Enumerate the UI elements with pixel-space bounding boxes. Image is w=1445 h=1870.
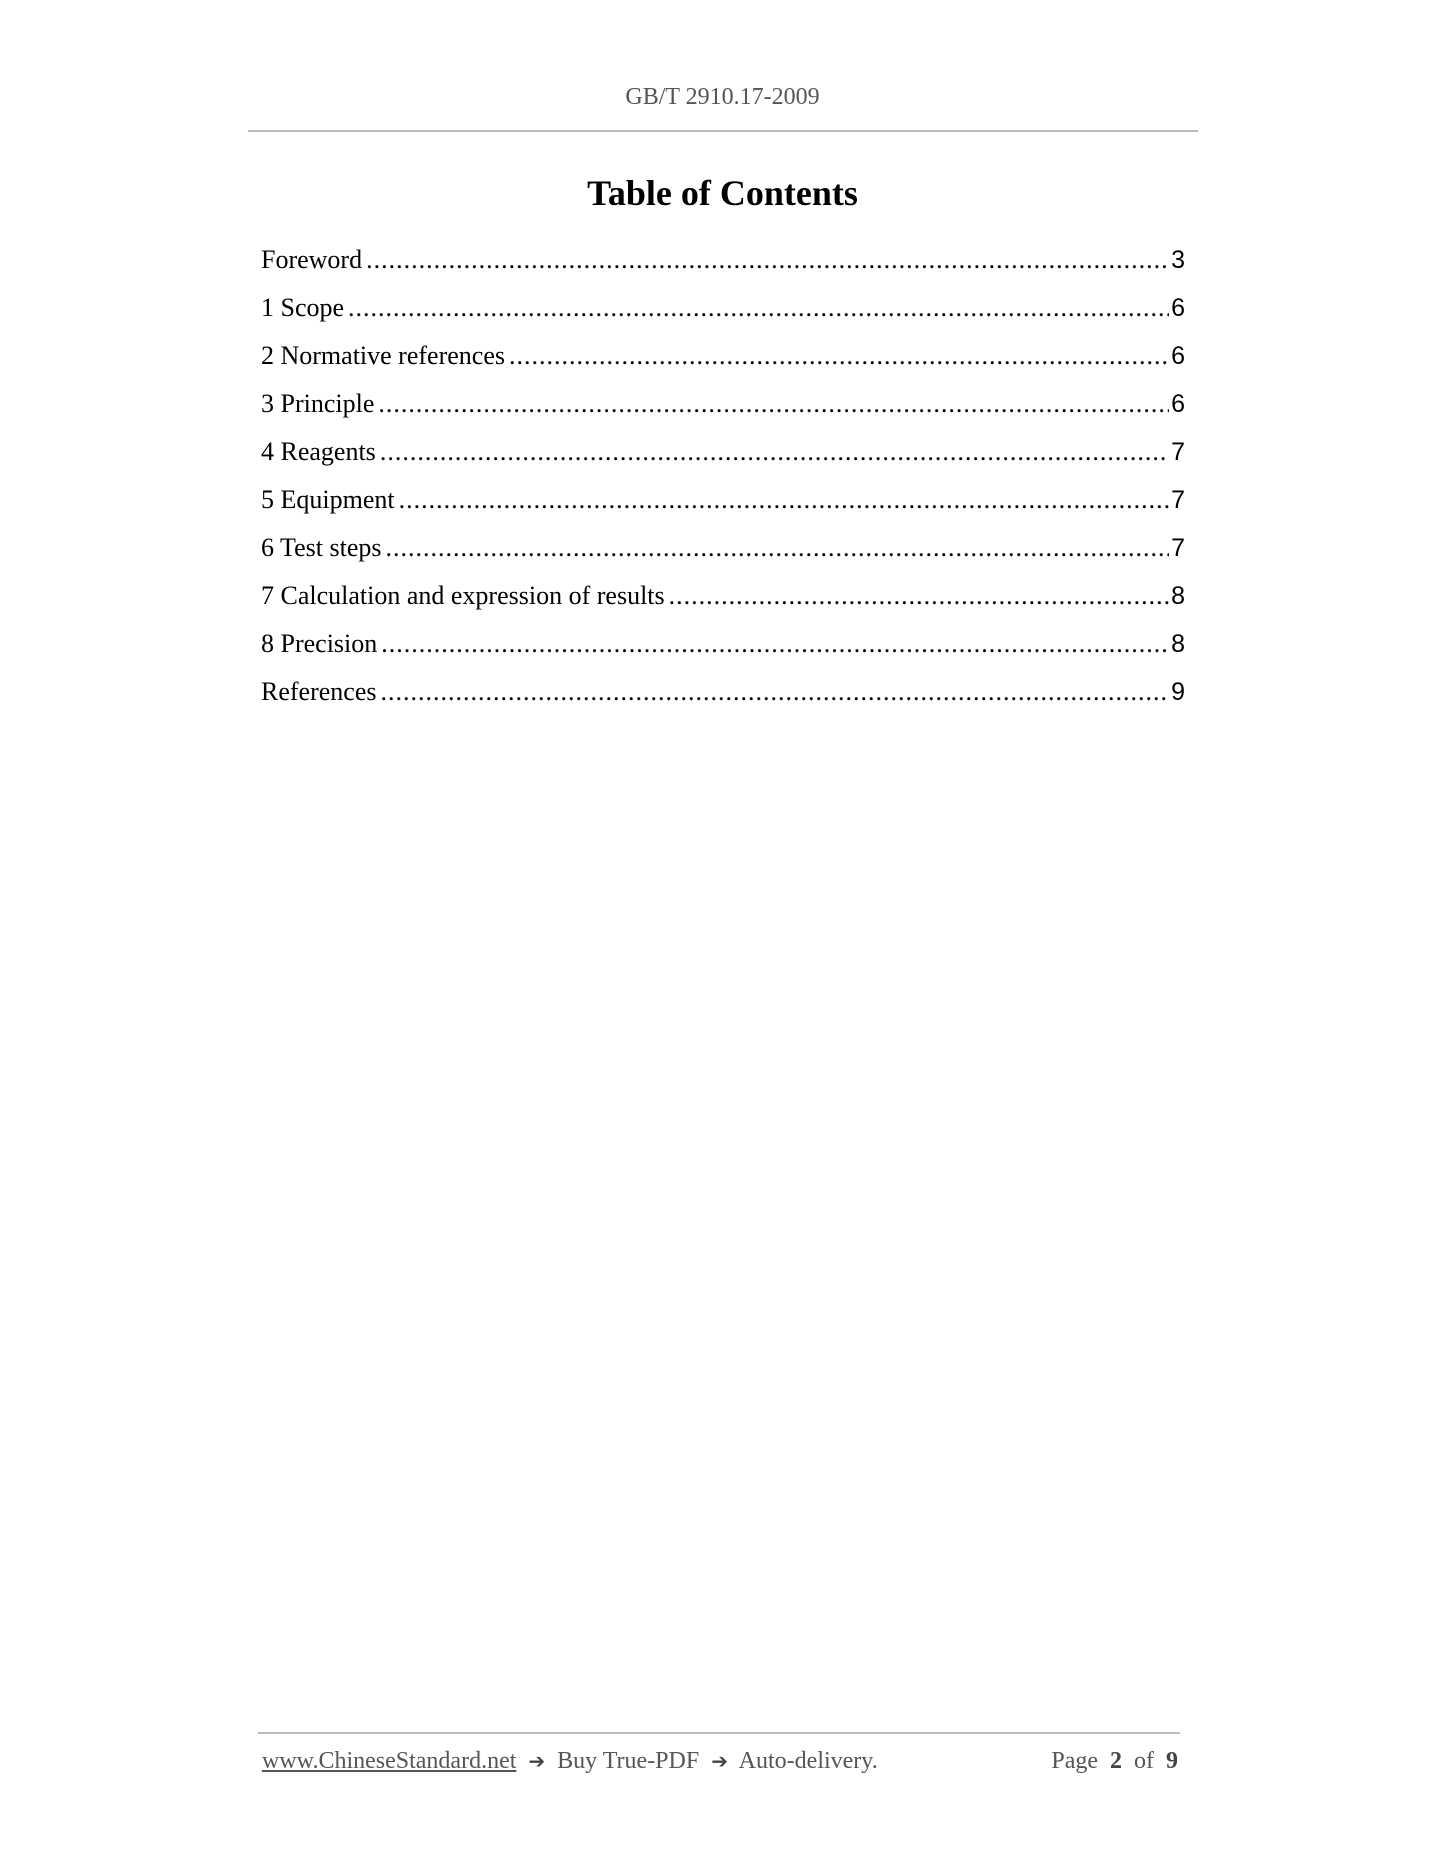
toc-entry-precision[interactable]	[261, 624, 1185, 672]
toc-entry-label: Foreword	[261, 245, 363, 274]
toc-entry-normative-references[interactable]	[261, 336, 1185, 384]
toc-entry-page-number: 6	[1171, 390, 1185, 418]
page-indicator	[1051, 1748, 1178, 1775]
toc-entry-page-number: 8	[1171, 582, 1185, 610]
toc-entry-page-number: 3	[1171, 246, 1185, 274]
toc-entry-reagents[interactable]	[261, 432, 1185, 480]
page-header-standard-code: GB/T 2910.17-2009	[625, 84, 820, 110]
toc-entry-page-number: 6	[1171, 294, 1185, 322]
toc-entry-label: 6 Test steps	[261, 533, 382, 562]
toc-dot-leader	[380, 672, 1169, 712]
right-arrow-icon: ➔	[528, 1749, 546, 1773]
website-link[interactable]: www.ChineseStandard.net	[262, 1748, 517, 1774]
toc-entry-label: 5 Equipment	[261, 485, 395, 514]
total-pages-number: 9	[1166, 1748, 1178, 1774]
toc-entry-equipment[interactable]	[261, 480, 1185, 528]
toc-dot-leader	[385, 528, 1169, 568]
toc-title: Table of Contents	[587, 173, 858, 213]
toc-dot-leader	[509, 336, 1169, 376]
toc-dot-leader	[669, 576, 1169, 616]
toc-dot-leader	[348, 288, 1169, 328]
toc-entry-calculation[interactable]	[261, 576, 1185, 624]
toc-list	[261, 240, 1185, 720]
toc-dot-leader	[378, 384, 1169, 424]
page-word: Page	[1051, 1748, 1098, 1774]
toc-entry-principle[interactable]	[261, 384, 1185, 432]
toc-entry-label: 4 Reagents	[261, 437, 376, 466]
toc-dot-leader	[399, 480, 1170, 520]
toc-entry-references[interactable]	[261, 672, 1185, 720]
toc-entry-label: 1 Scope	[261, 293, 345, 322]
right-arrow-icon: ➔	[711, 1749, 728, 1773]
toc-entry-label: 7 Calculation and expression of results	[261, 581, 665, 610]
current-page-number: 2	[1110, 1748, 1122, 1774]
toc-entry-scope[interactable]	[261, 288, 1185, 336]
toc-entry-label: References	[261, 677, 377, 706]
toc-entry-page-number: 8	[1171, 630, 1185, 658]
toc-entry-page-number: 7	[1171, 534, 1185, 562]
header-divider	[248, 130, 1198, 132]
toc-dot-leader	[366, 240, 1169, 280]
auto-delivery-text: Auto-delivery.	[738, 1748, 878, 1774]
footer-promo	[262, 1748, 878, 1775]
toc-dot-leader	[381, 624, 1169, 664]
of-word: of	[1134, 1748, 1154, 1774]
toc-entry-label: 3 Principle	[261, 389, 375, 418]
toc-entry-test-steps[interactable]	[261, 528, 1185, 576]
toc-entry-page-number: 9	[1171, 678, 1185, 706]
toc-dot-leader	[380, 432, 1169, 472]
toc-entry-label: 2 Normative references	[261, 341, 505, 370]
toc-entry-page-number: 7	[1171, 486, 1185, 514]
footer-divider	[258, 1732, 1180, 1734]
buy-true-pdf-text: Buy True-PDF	[557, 1748, 700, 1774]
toc-entry-label: 8 Precision	[261, 629, 378, 658]
toc-entry-foreword[interactable]	[261, 240, 1185, 288]
toc-entry-page-number: 7	[1171, 438, 1185, 466]
toc-entry-page-number: 6	[1171, 342, 1185, 370]
